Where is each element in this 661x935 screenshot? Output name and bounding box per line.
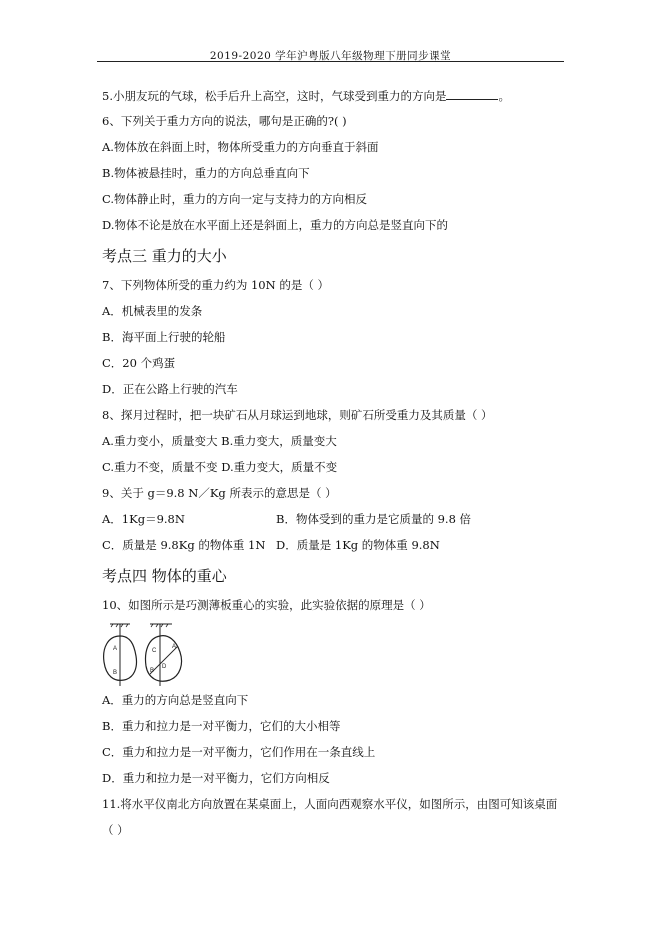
answer-blank[interactable] <box>446 88 498 100</box>
page-header: 2019-2020 学年沪粤版八年级物理下册同步课堂 <box>209 50 452 62</box>
question-7-option-b: B．海平面上行驶的轮船 <box>102 330 226 344</box>
section-heading-3: 考点三 重力的大小 <box>102 247 227 265</box>
question-6-option-b: B.物体被悬挂时，重力的方向总垂直向下 <box>102 166 310 180</box>
figure-label-c: C <box>152 648 157 654</box>
question-7-option-c: C．20 个鸡蛋 <box>102 356 176 370</box>
figure-label-b: B <box>113 670 118 676</box>
question-8-options-ab: A.重力变小，质量变大 B.重力变大，质量变大 <box>102 434 337 448</box>
question-5-end: 。 <box>498 89 510 103</box>
figure-label-a: A <box>113 646 118 652</box>
question-7-option-d: D．正在公路上行驶的汽车 <box>102 382 238 396</box>
question-11-paren: （ ） <box>102 823 129 837</box>
question-6-option-c: C.物体静止时，重力的方向一定与支持力的方向相反 <box>102 192 368 206</box>
question-8-stem: 8、探月过程时，把一块矿石从月球运到地球，则矿石所受重力及其质量（ ） <box>102 408 493 422</box>
question-10-option-d: D．重力和拉力是一对平衡力，它们方向相反 <box>102 771 330 785</box>
question-8-options-cd: C.重力不变，质量不变 D.重力变大，质量不变 <box>102 460 338 474</box>
question-10-stem: 10、如图所示是巧测薄板重心的实验，此实验依据的原理是（ ） <box>102 598 431 612</box>
question-5-text: 5.小朋友玩的气球，松手后升上高空，这时，气球受到重力的方向是 <box>102 89 447 103</box>
question-7-option-a: A．机械表里的发条 <box>102 304 203 318</box>
figure-label-b2: B <box>150 668 155 674</box>
question-6-option-a: A.物体放在斜面上时，物体所受重力的方向垂直于斜面 <box>102 140 379 154</box>
figure-label-a2: A <box>172 644 177 650</box>
question-9-option-d: D．质量是 1Kg 的物体重 9.8N <box>276 538 440 552</box>
figure-label-d: D <box>162 664 167 670</box>
question-10-option-c: C．重力和拉力是一对平衡力，它们作用在一条直线上 <box>102 745 376 759</box>
right-plate <box>146 636 182 682</box>
question-5 <box>102 88 510 104</box>
question-9-option-c: C．质量是 9.8Kg 的物体重 1N <box>102 538 266 552</box>
question-6-option-d: D.物体不论是放在水平面上还是斜面上，重力的方向总是竖直向下的 <box>102 218 448 232</box>
question-9-option-b: B．物体受到的重力是它质量的 9.8 倍 <box>276 512 472 526</box>
center-of-gravity-figure <box>100 622 200 688</box>
question-10-option-b: B．重力和拉力是一对平衡力，它们的大小相等 <box>102 719 341 733</box>
header-divider <box>97 61 564 62</box>
question-11-stem: 11.将水平仪南北方向放置在某桌面上，人面向西观察水平仪，如图所示，由图可知该桌面 <box>102 797 558 811</box>
question-7-stem: 7、下列物体所受的重力约为 10N 的是（ ） <box>102 278 329 292</box>
question-9-stem: 9、关于 g＝9.8 N／Kg 所表示的意思是（ ） <box>102 486 337 500</box>
question-6-stem: 6、下列关于重力方向的说法，哪句是正确的?( ) <box>102 114 347 128</box>
question-10-option-a: A．重力的方向总是竖直向下 <box>102 693 249 707</box>
question-9-option-a: A．1Kg＝9.8N <box>102 512 185 526</box>
section-heading-4: 考点四 物体的重心 <box>102 567 227 585</box>
